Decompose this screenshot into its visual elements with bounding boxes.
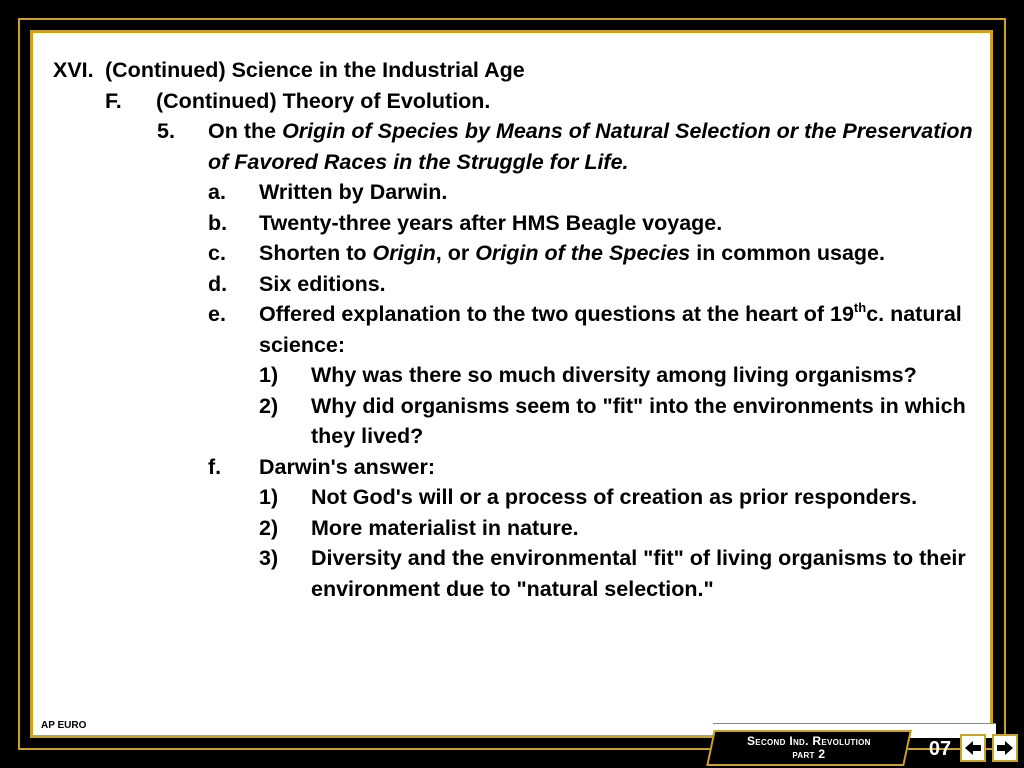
sub-list-item	[53, 360, 983, 391]
left-arrow-icon	[964, 740, 982, 756]
section-title-line1: Second Ind. Revolution	[747, 734, 871, 748]
book-title-line	[208, 116, 983, 177]
list-item	[53, 238, 983, 269]
next-slide-button[interactable]	[992, 734, 1018, 762]
outline-number: 2)	[259, 393, 279, 418]
sub-list-item-text: More materialist in nature.	[311, 515, 579, 540]
slide	[30, 30, 993, 738]
sub-list-item-text: Diversity and the environmental "fit" of living organisms to their environment due to "natural selection."	[311, 546, 966, 601]
list-item-text: Six editions.	[259, 271, 386, 296]
outline-number: 3)	[259, 546, 279, 570]
outline-number: 1)	[259, 363, 279, 387]
sub-list-item-text: Not God's will or a process of creation as prior responders.	[311, 485, 918, 509]
text: Offered explanation to the two questions at the heart of 19	[259, 302, 854, 326]
list-item-text: Written by Darwin.	[259, 180, 448, 204]
outline-number: d.	[208, 271, 228, 296]
previous-slide-button[interactable]	[960, 734, 986, 762]
section-badge	[706, 730, 912, 766]
list-item	[53, 269, 983, 300]
outline-number: f.	[208, 454, 222, 479]
list-item	[53, 208, 983, 239]
page-number: 07	[928, 738, 952, 760]
outline-number: a.	[208, 180, 226, 204]
text: Shorten to	[259, 241, 373, 265]
sub-list-item	[53, 391, 983, 452]
list-item-text: Twenty-three years after HMS Beagle voyage.	[259, 210, 723, 235]
outline-level3	[53, 116, 983, 177]
text: c. natural science:	[259, 302, 962, 357]
outline-level2	[53, 86, 983, 117]
outline	[53, 55, 983, 604]
sub-list-item	[53, 513, 983, 544]
outline-number: e.	[208, 302, 226, 326]
right-arrow-icon	[996, 740, 1014, 756]
superscript: th	[853, 299, 867, 315]
text: in common usage.	[690, 241, 885, 265]
list-item-text: Darwin's answer:	[259, 454, 435, 479]
sub-list-item-text: Why was there so much diversity among living organisms?	[311, 363, 917, 387]
book-title: Origin of Species by Means of Natural Selection or the Preservation of Favored Races in the Struggle for Life.	[208, 119, 973, 174]
section-title-line2: part 2	[792, 747, 826, 761]
course-label: AP EURO	[41, 720, 87, 731]
outline-number: c.	[208, 241, 226, 265]
outline-heading: (Continued) Science in the Industrial Age	[105, 58, 525, 82]
sub-list-item	[53, 543, 983, 604]
outline-number: 2)	[259, 515, 279, 540]
outline-number: b.	[208, 210, 228, 235]
text: , or	[435, 241, 476, 265]
outline-level1	[53, 55, 983, 86]
outline-subheading: (Continued) Theory of Evolution.	[156, 88, 491, 113]
sub-list-item	[53, 482, 983, 513]
outline-number: XVI.	[53, 58, 94, 82]
italic-title: Origin	[372, 241, 436, 265]
text: On the	[208, 119, 283, 143]
slide-navigation	[710, 726, 1020, 768]
list-item-text	[259, 238, 983, 269]
outline-number: 1)	[259, 485, 279, 509]
list-item-text	[259, 299, 983, 360]
italic-title: Origin of the Species	[475, 241, 691, 265]
list-item	[53, 452, 983, 483]
outline-number: 5.	[157, 119, 175, 143]
list-item	[53, 299, 983, 360]
sub-list-item-text: Why did organisms seem to "fit" into the environments in which they lived?	[311, 393, 966, 448]
outline-number: F.	[105, 88, 122, 113]
list-item	[53, 177, 983, 208]
section-title	[747, 735, 871, 761]
